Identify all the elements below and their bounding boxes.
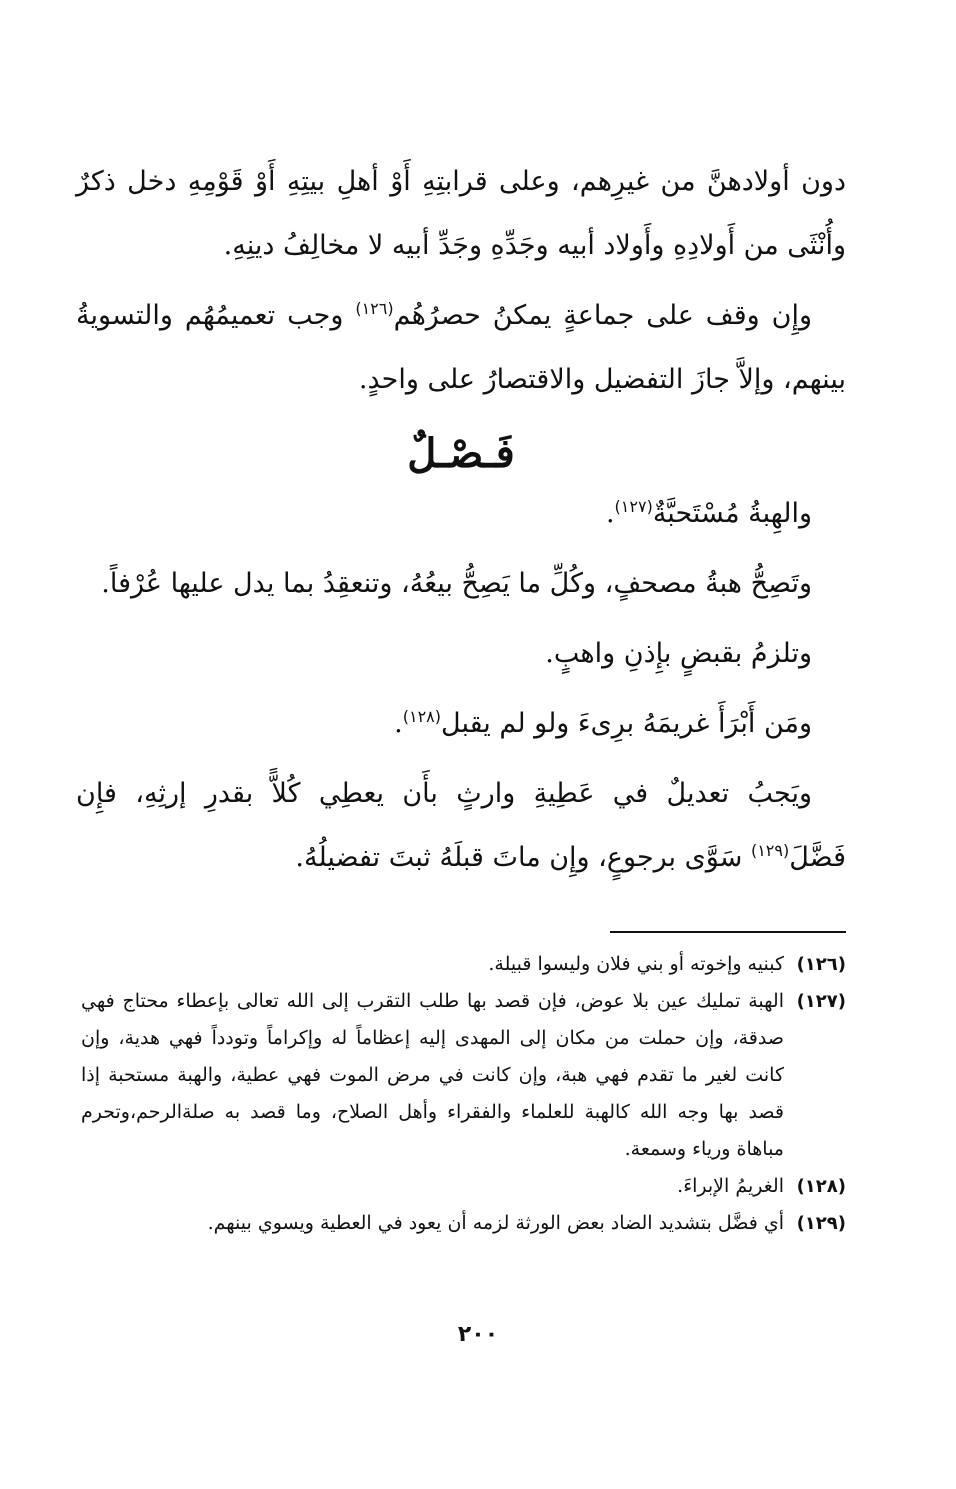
page-number: ٢٠٠ [457, 1322, 499, 1347]
footnote-128 [81, 1168, 846, 1205]
paragraph-3 [76, 482, 846, 546]
footnote-127 [81, 983, 846, 1168]
paragraph-6 [76, 692, 846, 756]
footnote-number: (١٢٧) [796, 991, 846, 1012]
paragraph-1: دون أولادهنَّ من غيرِهم، وعلى قرابتِهِ أَوْ أهلِ بيتِهِ أَوْ قَوْمِهِ دخل ذكرٌ وأُنْثَى من أَولادِهِ وأَولاد أبيه وجَدِّهِ وجَدِّ أبيه لا مخالِفُ دينِهِ. [76, 166, 846, 261]
paragraph-7 [76, 762, 846, 890]
footnote-ref-129: (١٢٩) [750, 841, 790, 860]
footnote-ref-128: (١٢٨) [402, 707, 441, 726]
footnotes [81, 946, 846, 1242]
footnote-text: الغريمُ الإبراءَ. [677, 1175, 784, 1197]
paragraph-2 [76, 284, 846, 412]
footnote-129 [81, 1205, 846, 1242]
paragraph-6-text-cont: . [394, 708, 403, 739]
main-text [76, 150, 846, 896]
footnote-number: (١٢٦) [796, 954, 846, 975]
footnote-text: كبنيه وإخوته أو بني فلان وليسوا قبيلة. [488, 953, 784, 975]
paragraph-7-text-cont: سَوَّى برجوعٍ، وإِن ماتَ قبلَهُ ثبتَ تفضيلُهُ. [295, 842, 751, 873]
footnote-divider [610, 931, 846, 933]
paragraph-7-text: ويَجبُ تعديلٌ في عَطِيةِ وارثٍ بأَن يعطِي كُلاًّ بقدرِ إرثِهِ، فإِن فَضَّلَ [76, 778, 846, 873]
footnote-ref-127: (١٢٧) [614, 497, 653, 516]
footnote-number: (١٢٩) [796, 1213, 846, 1234]
paragraph-3-text: والهِبةُ مُسْتَحبَّةٌ [652, 498, 812, 529]
section-heading: فَـصْـلٌ [407, 430, 515, 477]
footnote-ref-126: (١٢٦) [355, 299, 394, 318]
footnote-text: الهبة تمليك عين بلا عوض، فإن قصد بها طلب التقرب إلى الله تعالى بإعطاء محتاج فهي صدقة، وإن حملت من مكان إلى المهدى إليه إعظاماً له وإكراماً وتودداً فهي هدية، وإن كانت لغير ما تقدم فهي هبة، وإن كانت في مرض الموت فهي عطية، والهبة مستحبة إذا قصد بها وجه الله كالهبة للعلماء والفقراء وأهل الصلاح، وما قصد به صلةالرحم،وتحرم مباهاة ورياء وسمعة. [81, 990, 784, 1160]
paragraph-2-text-cont: وجب تعميمُهُم والتسويةُ بينهم، وإلاَّ جازَ التفضيل والاقتصارُ على واحدٍ. [76, 300, 846, 395]
paragraph-5: وتلزمُ بقبضٍ بإِذنِ واهبٍ. [545, 638, 812, 669]
footnote-number: (١٢٨) [796, 1176, 846, 1197]
paragraph-6-text: ومَن أَبْرَأَ غريمَهُ برِىءَ ولو لم يقبل [441, 708, 812, 739]
paragraph-3-text-cont: . [605, 498, 615, 529]
paragraph-4: وتَصِحُّ هبةُ مصحفٍ، وكُلِّ ما يَصِحُّ بيعُهُ، وتنعقِدُ بما يدل عليها عُرْفاً. [101, 568, 812, 599]
paragraph-2-text: وإِن وقف على جماعةٍ يمكنُ حصرُهُم [393, 300, 812, 331]
footnote-126 [81, 946, 846, 983]
footnote-text: أي فضَّل بتشديد الضاد بعض الورثة لزمه أن يعود في العطية ويسوي بينهم. [207, 1212, 784, 1234]
